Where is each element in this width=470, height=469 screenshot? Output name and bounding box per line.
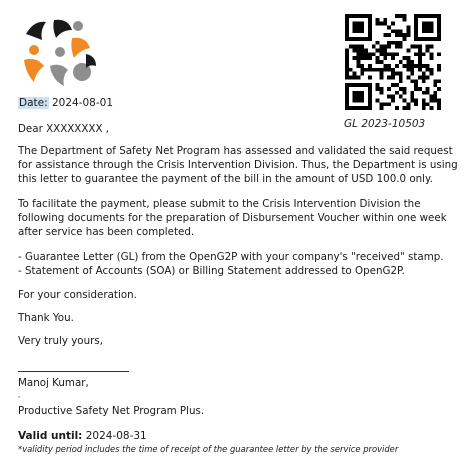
valid-until-value: 2024-08-31 bbox=[85, 430, 147, 442]
qr-code-icon bbox=[345, 14, 441, 110]
signatory-title: , bbox=[18, 391, 21, 399]
list-item: - Statement of Accounts (SOA) or Billing Statement addressed to OpenG2P. bbox=[18, 265, 405, 278]
closing-line: Very truly yours, bbox=[18, 335, 103, 347]
date-label: Date: bbox=[19, 97, 48, 109]
thanks-line: Thank You. bbox=[18, 312, 74, 324]
consideration-line: For your consideration. bbox=[18, 289, 137, 301]
reference-number: GL 2023-10503 bbox=[344, 118, 426, 130]
signature-line bbox=[18, 371, 129, 372]
paragraph-assessment: The Department of Safety Net Program has assessed and validated the said request for assistance through the Crisis Intervention Division. Thus, the Department is using this letter to guarantee the payment of the bill in the amount of USD 100.0 only. bbox=[18, 145, 458, 186]
valid-until-label: Valid until: bbox=[18, 430, 83, 442]
list-item: - Guarantee Letter (GL) from the OpenG2P with your company's "received" stamp. bbox=[18, 251, 444, 263]
date-value: 2024-08-01 bbox=[51, 97, 114, 109]
paragraph-instructions: To facilitate the payment, please submit to the Crisis Intervention Division the following documents for the preparation of Disbursement Voucher within one week after service has been completed. bbox=[18, 198, 447, 239]
organization-logo-icon bbox=[20, 16, 100, 88]
organization-name: Productive Safety Net Program Plus. bbox=[18, 405, 205, 417]
letter-date bbox=[18, 97, 113, 109]
salutation: Dear XXXXXXXX , bbox=[18, 123, 110, 135]
required-documents-list bbox=[18, 250, 458, 278]
validity-note: *validity period includes the time of receipt of the guarantee letter by the service provider bbox=[18, 444, 399, 454]
signatory-name: Manoj Kumar, bbox=[18, 377, 89, 389]
valid-until bbox=[18, 429, 458, 443]
